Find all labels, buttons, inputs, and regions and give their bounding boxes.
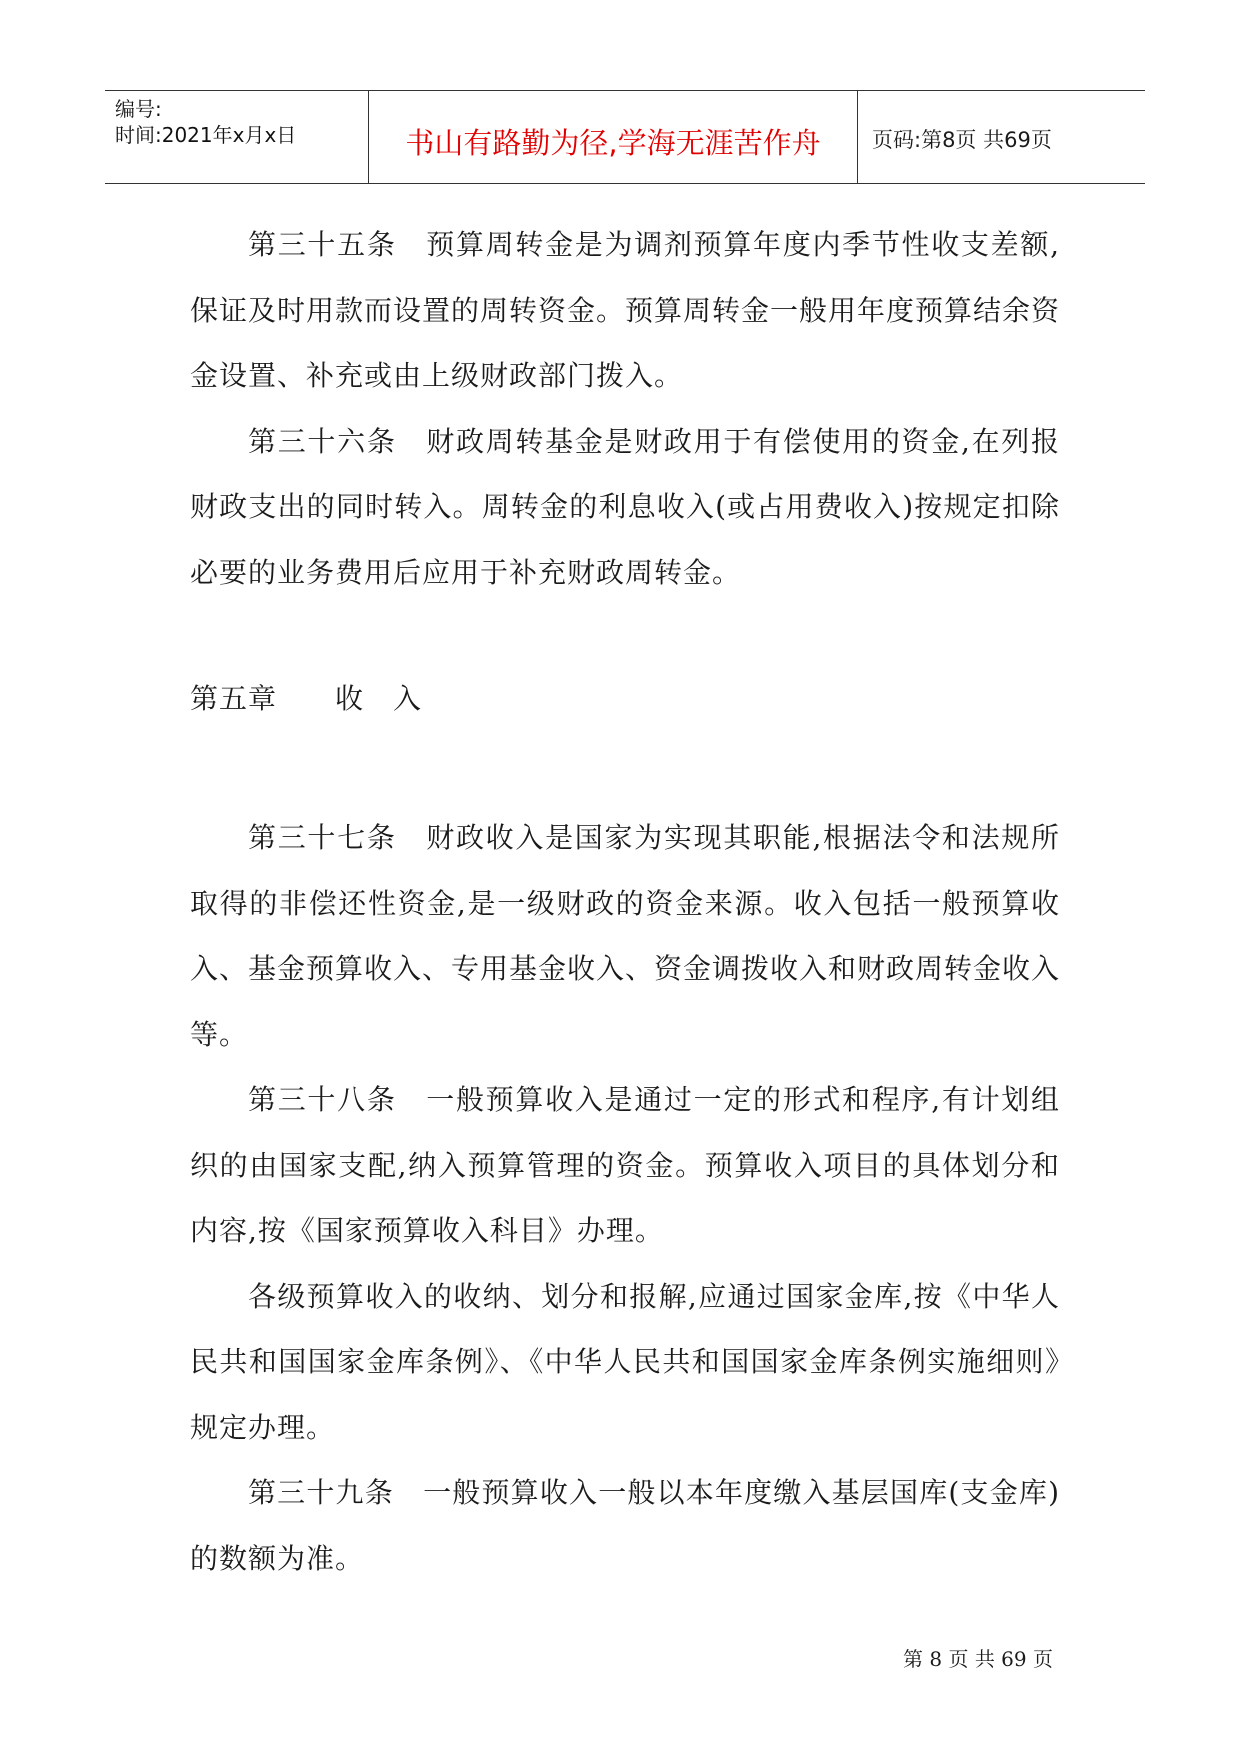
article-38: 第三十八条 一般预算收入是通过一定的形式和程序,有计划组织的由国家支配,纳入预算管理的资金。预算收入项目的具体划分和内容,按《国家预算收入科目》办理。	[190, 1083, 1060, 1247]
page-footer: 第 8 页 共 69 页	[903, 1647, 1053, 1671]
header-motto-cell	[369, 91, 858, 183]
document-body	[190, 212, 1060, 1591]
number-label: 编号:	[115, 97, 162, 121]
article-36: 第三十六条 财政周转基金是财政用于有偿使用的资金,在列报财政支出的同时转入。周转金的利息收入(或占用费收入)按规定扣除必要的业务费用后应用于补充财政周转金。	[190, 424, 1060, 589]
page-info: 页码:第8页 共69页	[872, 128, 1052, 152]
article-39: 第三十九条 一般预算收入一般以本年度缴入基层国库(支金库)的数额为准。	[190, 1476, 1060, 1575]
article-35: 第三十五条 预算周转金是为调剂预算年度内季节性收支差额,保证及时用款而设置的周转资金。预算周转金一般用年度预算结余资金设置、补充或由上级财政部门拨入。	[190, 228, 1061, 392]
treasury-paragraph: 各级预算收入的收纳、划分和报解,应通过国家金库,按《中华人民共和国国家金库条例》、《中华人民共和国国家金库条例实施细则》规定办理。	[190, 1279, 1060, 1444]
page-header	[105, 90, 1145, 184]
motto: 书山有路勤为径,学海无涯苦作舟	[405, 126, 821, 160]
article-37: 第三十七条 财政收入是国家为实现其职能,根据法令和法规所取得的非偿还性资金,是一级财政的资金来源。收入包括一般预算收入、基金预算收入、专用基金收入、资金调拨收入和财政周转金收入等。	[190, 821, 1061, 1051]
header-page-cell	[858, 91, 1145, 183]
header-meta-cell	[105, 91, 369, 183]
chapter-title: 第五章 收 入	[190, 682, 423, 715]
time-label: 时间:2021年x月x日	[115, 123, 297, 147]
